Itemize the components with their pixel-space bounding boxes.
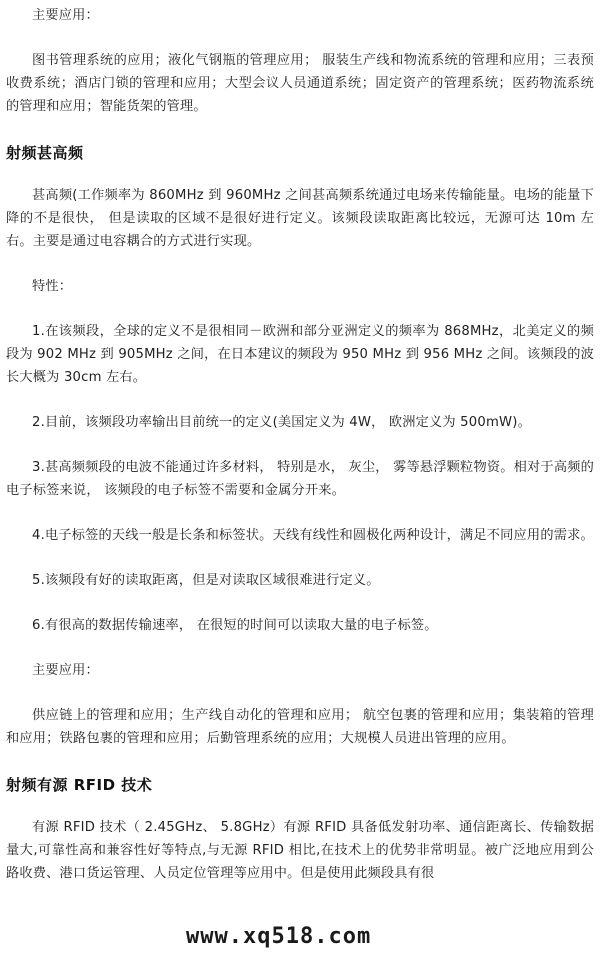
features-label: 特性： (32, 279, 73, 294)
apps-label-uhf: 主要应用： (32, 663, 99, 678)
uhf-intro: 甚高频(工作频率为 860MHz 到 960MHz 之间甚高频系统通过电场来传输能量。电场的能量下降的不是很快， 但是读取的区域不是很好进行定义。该频段读取距离比较远，无源可达 10m 左右。主要是通过电容耦合的方式进行实现。 (6, 188, 594, 249)
apps-text-uhf: 供应链上的管理和应用；生产线自动化的管理和应用； 航空包裹的管理和应用；集装箱的管理和应用；铁路包裹的管理和应用；后勤管理系统的应用；大规模人员进出管理的应用。 (6, 708, 594, 746)
apps-text-prev: 图书管理系统的应用；液化气钢瓶的管理应用； 服装生产线和物流系统的管理和应用；三表预收费系统；酒店门锁的管理和应用；大型会议人员通道系统；固定资产的管理系统；医药物流系统的管理和应用；智能货架的管理。 (6, 53, 594, 114)
heading-uhf: 射频甚高频 (6, 144, 84, 162)
feature-item: 1.在该频段，全球的定义不是很相同－欧洲和部分亚洲定义的频率为 868MHz，北美定义的频段为 902 MHz 到 905MHz 之间，在日本建议的频段为 950 MHz 到 956 MHz 之间。该频段的波长大概为 30cm 左右。 (6, 324, 594, 385)
site-watermark: www.xq518.com (182, 924, 375, 949)
feature-item: 5.该频段有好的读取距离，但是对读取区域很难进行定义。 (32, 573, 380, 588)
active-rfid-intro: 有源 RFID 技术（ 2.45GHz、 5.8GHz）有源 RFID 具备低发射功率、通信距离长、传输数据量大,可靠性高和兼容性好等特点,与无源 RFID 相比,在技术上的优势非常明显。被广泛地应用到公路收费、港口货运管理、人员定位管理等应用中。但是使用此频段具有很 (6, 820, 594, 881)
heading-active-rfid: 射频有源 RFID 技术 (6, 776, 153, 794)
apps-label-prev: 主要应用： (32, 8, 99, 23)
feature-item: 2.目前，该频段功率输出目前统一的定义(美国定义为 4W， 欧洲定义为 500mW)。 (32, 415, 531, 430)
feature-item: 6.有很高的数据传输速率， 在很短的时间可以读取大量的电子标签。 (32, 618, 438, 633)
feature-item: 3.甚高频频段的电波不能通过许多材料， 特别是水， 灰尘， 雾等悬浮颗粒物资。相对于高频的电子标签来说， 该频段的电子标签不需要和金属分开来。 (6, 460, 594, 498)
feature-item: 4.电子标签的天线一般是长条和标签状。天线有线性和圆极化两种设计，满足不同应用的需求。 (32, 528, 594, 543)
